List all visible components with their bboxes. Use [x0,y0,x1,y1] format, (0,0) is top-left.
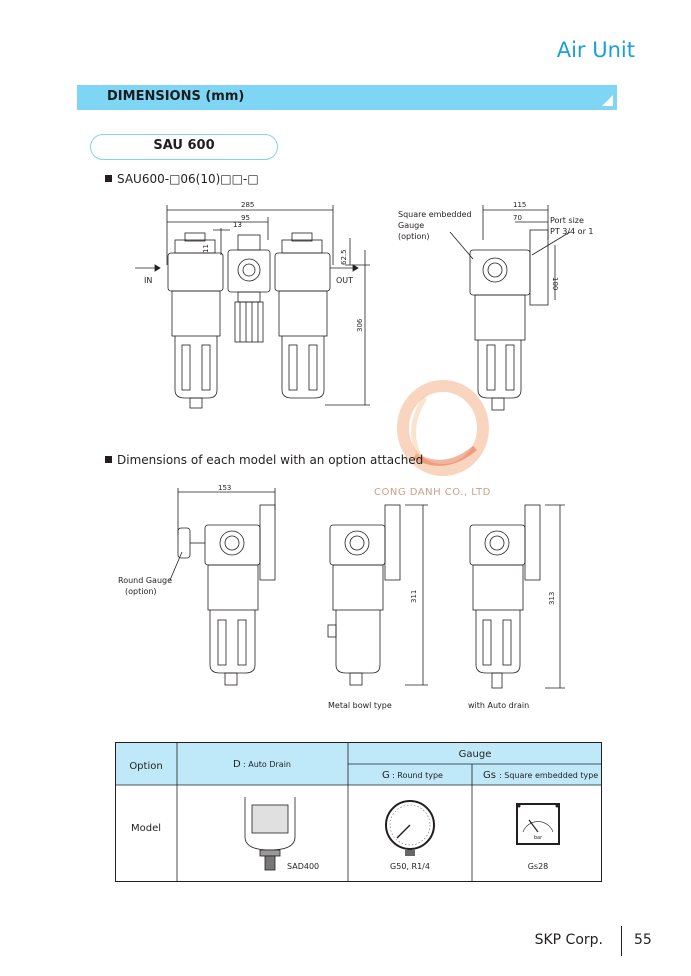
model-pill [90,134,278,160]
round-gauge-image [386,801,434,856]
gauge-face-text: bar [533,835,543,841]
auto-drain-image [245,797,295,870]
col-gs-code: Gs [483,770,496,781]
sq-gauge-label-2: Gauge [398,221,425,230]
corner-triangle-icon [602,95,613,106]
in-label: IN [144,276,153,285]
bullet-square-icon [105,175,112,182]
port-size-label-1: Port size [550,216,584,225]
model-name: SAU 600 [153,138,215,153]
sq-gauge-label-1: Square embedded [398,210,472,219]
cell-gs-value: Gs28 [527,862,549,871]
filter-unit [168,233,223,408]
lubricator-unit [275,233,330,398]
col-gs-desc: : Square embedded type [499,771,599,780]
dim-285-label: 285 [241,201,255,209]
dim-11-label: 11 [202,244,210,253]
dim-95-label: 95 [241,214,250,222]
auto-drain-label: with Auto drain [468,701,530,710]
dim-153-label: 153 [218,484,232,492]
out-label: OUT [336,276,354,285]
round-gauge-label-1: Round Gauge [118,576,173,585]
page-title: Air Unit [556,38,635,62]
section-title: DIMENSIONS (mm) [107,89,245,104]
port-size-label-2: PT 3/4 or 1 [550,227,594,236]
metal-bowl-label: Metal bowl type [328,701,392,710]
dim-311-label: 311 [410,589,418,603]
regulator-unit [228,235,270,342]
dim-100-label: 100 [551,277,559,291]
drawing1-caption: SAU600-□06(10)□□-□ [105,172,259,186]
col-gauge-header: Gauge [458,749,492,760]
square-gauge-image [517,804,559,844]
col-g-desc: : Round type [392,771,443,780]
page-number: 55 [634,932,652,948]
footer-separator [621,926,622,956]
section-header-bar [77,85,617,110]
drawing2-caption: Dimensions of each model with an option attached [105,453,423,467]
option-models-drawing [110,480,570,715]
col-d-code: D [233,759,241,770]
bullet-square-icon [105,456,112,463]
watermark-text: CONG DANH CO., LTD [374,487,491,498]
footer-corp: SKP Corp. [534,932,603,948]
sq-gauge-label-3: (option) [398,232,430,241]
row-model-label: Model [130,823,162,834]
dim-13-label: 13 [233,221,242,229]
dim-115-label: 115 [513,201,527,209]
dim-62-5-label: 62.5 [340,249,348,265]
col-d-desc: : Auto Drain [243,760,291,769]
col-g-code: G [382,770,390,781]
dim-313-label: 313 [548,591,556,605]
main-dimension-drawing [130,195,610,425]
dim-70-label: 70 [513,214,522,222]
options-table-grid [115,742,602,882]
round-gauge-label-2: (option) [125,587,157,596]
options-table [115,742,602,882]
col-option-header: Option [129,761,163,772]
cell-d-value: SAD400 [287,862,320,871]
cell-g-value: G50, R1/4 [390,862,430,871]
dim-306-label: 306 [356,318,364,332]
